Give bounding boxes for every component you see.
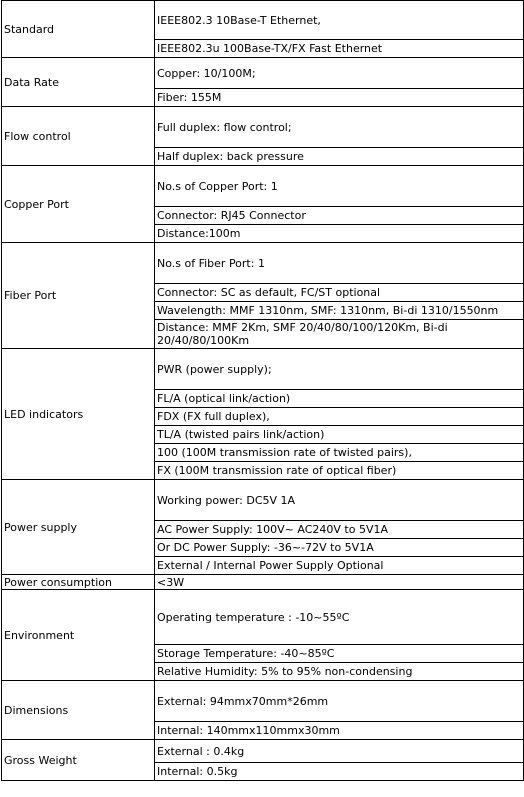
spec-table-body	[2, 1, 524, 781]
table-row	[2, 243, 524, 284]
spec-label: Fiber Port	[2, 243, 155, 349]
spec-value: 100 (100M transmission rate of twisted pairs),	[155, 444, 524, 462]
table-row	[2, 480, 524, 521]
spec-label: Gross Weight	[2, 740, 155, 781]
spec-value: FX (100M transmission rate of optical fiber)	[155, 462, 524, 480]
spec-value: IEEE802.3u 100Base-TX/FX Fast Ethernet	[155, 40, 524, 58]
spec-value: Fiber: 155M	[155, 89, 524, 107]
table-row	[2, 58, 524, 89]
table-row	[2, 1, 524, 40]
spec-value: Connector: SC as default, FC/ST optional	[155, 284, 524, 302]
spec-value: Half duplex: back pressure	[155, 148, 524, 166]
table-row	[2, 681, 524, 722]
spec-value: No.s of Copper Port: 1	[155, 166, 524, 207]
spec-label: LED indicators	[2, 349, 155, 480]
spec-value: Full duplex: flow control;	[155, 107, 524, 148]
table-row	[2, 575, 524, 590]
spec-value: TL/A (twisted pairs link/action)	[155, 426, 524, 444]
spec-value: Wavelength: MMF 1310nm, SMF: 1310nm, Bi-di 1310/1550nm	[155, 302, 524, 320]
spec-value: Internal: 140mmx110mmx30mm	[155, 722, 524, 740]
table-row	[2, 349, 524, 390]
spec-label: Copper Port	[2, 166, 155, 243]
table-row	[2, 166, 524, 207]
spec-value: External : 0.4kg	[155, 740, 524, 763]
spec-value: FL/A (optical link/action)	[155, 390, 524, 408]
spec-value: Working power: DC5V 1A	[155, 480, 524, 521]
spec-label: Dimensions	[2, 681, 155, 740]
spec-value: External / Internal Power Supply Optional	[155, 557, 524, 575]
spec-value: Storage Temperature: -40~85ºC	[155, 645, 524, 663]
spec-label: Flow control	[2, 107, 155, 166]
spec-value: FDX (FX full duplex),	[155, 408, 524, 426]
spec-label: Standard	[2, 1, 155, 58]
spec-value: AC Power Supply: 100V~ AC240V to 5V1A	[155, 521, 524, 539]
spec-value: <3W	[155, 575, 524, 590]
spec-table	[1, 0, 524, 781]
spec-label: Data Rate	[2, 58, 155, 107]
table-row	[2, 740, 524, 763]
spec-value: IEEE802.3 10Base-T Ethernet,	[155, 1, 524, 40]
spec-value: Distance:100m	[155, 225, 524, 243]
spec-value: Distance: MMF 2Km, SMF 20/40/80/100/120Km, Bi-di 20/40/80/100Km	[155, 320, 524, 349]
spec-value: Internal: 0.5kg	[155, 763, 524, 781]
spec-label: Power supply	[2, 480, 155, 575]
spec-value: Relative Humidity: 5% to 95% non-condensing	[155, 663, 524, 681]
spec-value: Or DC Power Supply: -36~-72V to 5V1A	[155, 539, 524, 557]
table-row	[2, 590, 524, 645]
spec-value: External: 94mmx70mm*26mm	[155, 681, 524, 722]
spec-value: Copper: 10/100M;	[155, 58, 524, 89]
spec-value: Operating temperature : -10~55ºC	[155, 590, 524, 645]
spec-label: Environment	[2, 590, 155, 681]
table-row	[2, 107, 524, 148]
spec-value: Connector: RJ45 Connector	[155, 207, 524, 225]
spec-value: No.s of Fiber Port: 1	[155, 243, 524, 284]
spec-label: Power consumption	[2, 575, 155, 590]
spec-value: PWR (power supply);	[155, 349, 524, 390]
